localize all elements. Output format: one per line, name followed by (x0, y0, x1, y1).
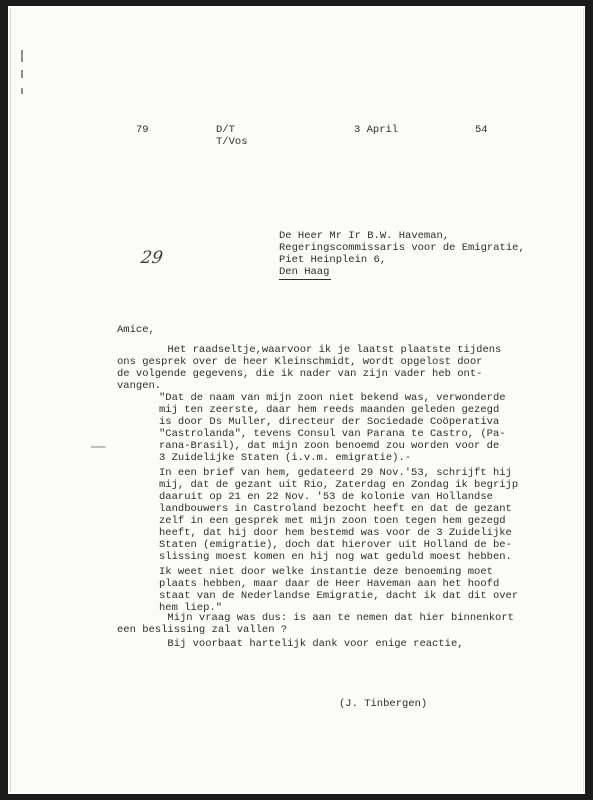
scan-edge-left (0, 0, 8, 800)
quote-paragraph-3: Ik weet niet door welke instantie deze benoeming moet plaats hebben, maar daar de Heer Haveman aan het hoofd staat van de Nederlandse Emigratie, dacht ik dat dit over hem liep." (159, 566, 519, 614)
page-number-right: 54 (475, 124, 488, 136)
letter-date: 3 April (354, 124, 399, 136)
address-line-2: Regeringscommissaris voor de Emigratie, (279, 242, 525, 254)
paragraph-intro: Het raadseltje,waarvoor ik je laatst plaatste tijdens ons gesprek over de heer Kleinschmidt, wordt opgelost door de volgende gegevens, die ik nader van zijn vader heb ont- vangen. (117, 344, 502, 392)
address-underline (279, 279, 331, 280)
address-line-3: Piet Heinplein 6, (279, 254, 387, 266)
scan-edge-top (0, 0, 593, 6)
handwritten-number: 29 (139, 248, 165, 268)
paragraph-question: Mijn vraag was dus: is aan te nemen dat hier binnenkort een beslissing zal vallen ? (117, 612, 514, 636)
binder-mark (21, 70, 23, 78)
address-line-4: Den Haag (279, 266, 330, 278)
page-number-left: 79 (136, 124, 149, 136)
scan-smudge: ▬▬▬ (91, 442, 106, 451)
binder-mark (21, 50, 23, 62)
quote-paragraph-1: "Dat de naam van mijn zoon niet bekend was, verwonderde mij ten zeerste, daar hem reeds maanden geleden gezegd is door Ds Muller, directeur der Sociedade Coöperativa "Castrolanda", tevens Consul van Parana te Castro, (Pa- rana-Brasil), dat mijn zoon benoemd zou worden voor de 3 Zuidelijke Staten (i.v.m. emigratie).- (159, 392, 506, 464)
signature: (J. Tinbergen) (339, 698, 428, 710)
paragraph-thanks: Bij voorbaat hartelijk dank voor enige reactie, (117, 638, 464, 650)
salutation: Amice, (117, 324, 155, 336)
scan-edge-bottom (0, 794, 593, 800)
reference-code: D/T T/Vos (216, 124, 248, 148)
quote-paragraph-2: In een brief van hem, gedateerd 29 Nov.'53, schrijft hij mij, dat de gezant uit Rio, Zaterdag en Zondag ik begrijp daaruit op 21 en 22 Nov. '53 de kolonie van Hollandse landbouwers in Castroland bezocht heeft en dat de gezant zelf in een gesprek met mijn zoon toen tegen hem gezegd heeft, dat hij door hem bestemd was voor de 3 Zuidelijke Staten (emigratie), doch dat hierover uit Holland de be- slissing moest komen en hij nog wat geduld moest hebben. (159, 467, 519, 563)
binder-mark (21, 88, 23, 94)
scan-edge-right (585, 0, 593, 800)
letter-page (10, 8, 584, 792)
address-line-1: De Heer Mr Ir B.W. Haveman, (279, 230, 450, 242)
